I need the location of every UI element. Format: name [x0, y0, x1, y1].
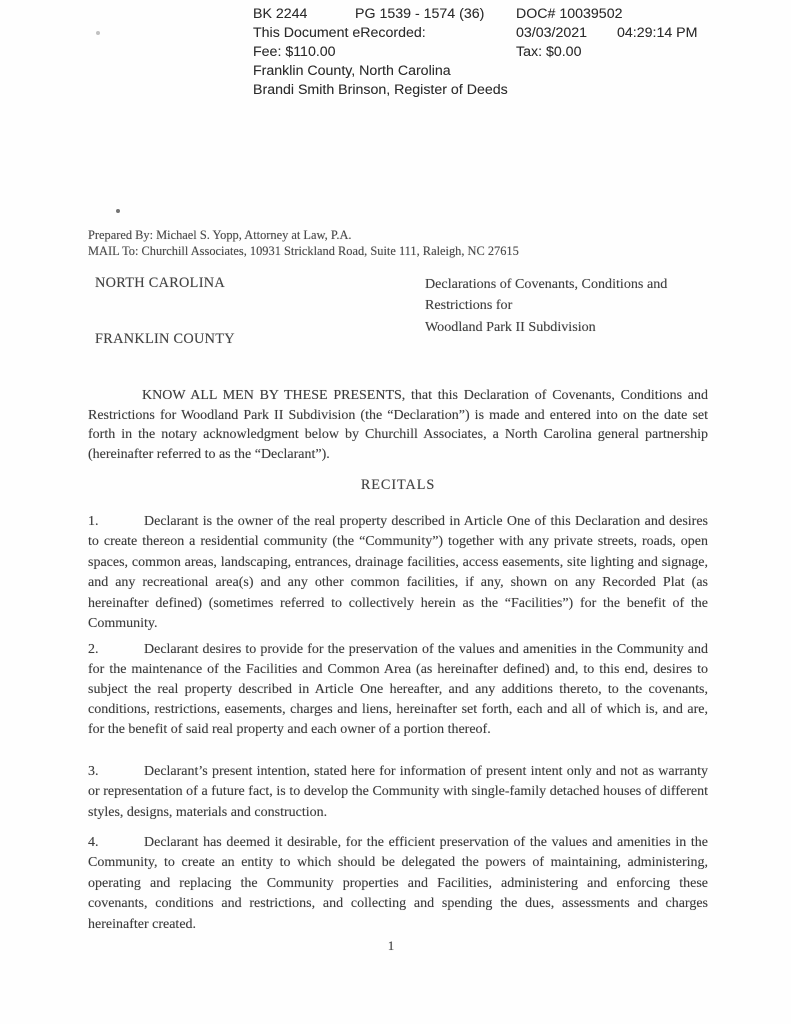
scan-speck — [96, 31, 100, 35]
recorded-date: 03/03/2021 — [516, 24, 588, 41]
prepared-by-line: Prepared By: Michael S. Yopp, Attorney at Law, P.A. — [88, 228, 352, 242]
recital-text: Declarant desires to provide for the preservation of the values and amenities in the Community and for the maintenance of the Facilities and Common Area (as hereinafter defined) and, to this end, desires to subject the real property described in Article One hereafter, and any additions thereto, to the covenants, conditions, restrictions, easements, charges and liens, hereinafter set forth, each and all of which is, and are, for the benefit of said real property and each owner of a portion thereof. — [88, 642, 708, 737]
county-caption: FRANKLIN COUNTY — [95, 331, 235, 347]
recital-text: Declarant has deemed it desirable, for the efficient preservation of the values and amenities in the Community, to create an entity to which should be delegated the powers of maintaining, administering, operating and replacing the Community properties and Facilities, administering and enforcing these covenants, conditions and restrictions, and collecting and spending the dues, assessments and charges hereinafter created. — [88, 835, 708, 932]
state-caption: NORTH CAROLINA — [95, 275, 226, 291]
recital-number: 3. — [88, 764, 99, 779]
preparer-block — [88, 228, 648, 260]
recital-text: Declarant’s present intention, stated here for information of present intent only and not as warranty or representation of a future fact, is to develop the Community with single-family detached houses of different styles, designs, materials and construction. — [88, 764, 708, 820]
page-number: 1 — [387, 938, 395, 953]
register-of-deeds-line: Brandi Smith Brinson, Register of Deeds — [253, 81, 508, 98]
recital-paragraph — [88, 640, 708, 740]
mail-to-line: MAIL To: Churchill Associates, 10931 Strickland Road, Suite 111, Raleigh, NC 27615 — [88, 243, 519, 258]
recital-paragraph — [88, 762, 708, 823]
recital-paragraph — [88, 512, 708, 634]
scan-speck — [116, 209, 120, 213]
recital-number: 1. — [88, 514, 99, 529]
recorded-time: 04:29:14 PM — [617, 24, 698, 41]
recording-header — [253, 5, 733, 100]
recording-header-line-3 — [253, 43, 733, 62]
tax-amount: Tax: $0.00 — [516, 43, 582, 60]
intro-paragraph: KNOW ALL MEN BY THESE PRESENTS, that this Declaration of Covenants, Conditions and Restrictions for Woodland Park II Subdivision (the “Declaration”) is made and entered into on the date set forth in the notary acknowledgment below by Churchill Associates, a North Carolina general partnership (hereinafter referred to as the “Declarant”). — [88, 388, 708, 462]
recital-number: 2. — [88, 642, 99, 657]
document-title-line-1: Declarations of Covenants, Conditions and — [425, 276, 668, 292]
document-title-line-3: Woodland Park II Subdivision — [425, 318, 596, 335]
document-title-line-2: Restrictions for — [425, 297, 513, 314]
recital-paragraph — [88, 833, 708, 935]
recitals-heading: RECITALS — [360, 477, 436, 493]
county-state-line: Franklin County, North Carolina — [253, 62, 451, 79]
recording-header-line-1 — [253, 5, 733, 24]
recording-header-line-2 — [253, 24, 733, 43]
erecorded-label: This Document eRecorded: — [253, 24, 426, 41]
doc-number: DOC# 10039502 — [516, 6, 623, 22]
document-title — [425, 274, 710, 338]
page-range: PG 1539 - 1574 (36) — [355, 6, 485, 22]
book-number: BK 2244 — [253, 6, 308, 22]
recital-text: Declarant is the owner of the real property described in Article One of this Declaration and desires to create thereon a residential community (the “Community”) together with any private streets, roads, open spaces, common areas, landscaping, entrances, drainage facilities, access easements, site lighting and signage, and any recreational area(s) and any other common facilities, if any, shown on any Recorded Plat (as hereinafter defined) (sometimes referred to collectively herein as the “Facilities”) for the benefit of the Community. — [88, 514, 708, 632]
fee-amount: Fee: $110.00 — [253, 43, 336, 60]
recital-number: 4. — [88, 835, 99, 850]
